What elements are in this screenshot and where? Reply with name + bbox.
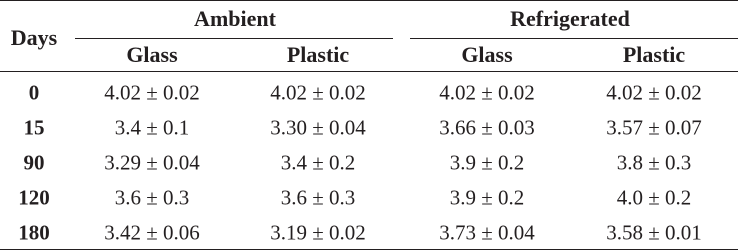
ambient-plastic-header: Plastic bbox=[286, 42, 350, 67]
table-cell: 3.30 ± 0.04 bbox=[270, 115, 366, 140]
table-cell: 3.73 ± 0.04 bbox=[439, 220, 535, 245]
table-cell: 3.29 ± 0.04 bbox=[104, 150, 200, 175]
refrigerated-plastic-header: Plastic bbox=[622, 42, 686, 67]
refrigerated-header: Refrigerated bbox=[510, 6, 630, 31]
table-cell: 3.6 ± 0.3 bbox=[280, 185, 356, 210]
ambient-header: Ambient bbox=[194, 6, 276, 31]
table-cell: 4.02 ± 0.02 bbox=[104, 80, 200, 105]
table-cell: 4.02 ± 0.02 bbox=[439, 80, 535, 105]
row-day: 0 bbox=[28, 80, 40, 105]
refrigerated-group-rule bbox=[410, 38, 738, 39]
table-cell: 3.66 ± 0.03 bbox=[439, 115, 535, 140]
table-cell: 3.4 ± 0.2 bbox=[280, 150, 356, 175]
table-cell: 3.58 ± 0.01 bbox=[606, 220, 702, 245]
table-cell: 3.6 ± 0.3 bbox=[114, 185, 190, 210]
refrigerated-glass-header: Glass bbox=[461, 42, 513, 67]
table-cell: 3.9 ± 0.2 bbox=[449, 150, 525, 175]
table-cell: 3.9 ± 0.2 bbox=[449, 185, 525, 210]
row-day: 120 bbox=[18, 185, 50, 210]
table-cell: 3.8 ± 0.3 bbox=[616, 150, 692, 175]
table-cell: 4.02 ± 0.02 bbox=[270, 80, 366, 105]
table-top-rule bbox=[0, 0, 738, 1]
header-bottom-rule bbox=[0, 71, 738, 72]
table-cell: 3.42 ± 0.06 bbox=[104, 220, 200, 245]
table-cell: 4.02 ± 0.02 bbox=[606, 80, 702, 105]
days-header: Days bbox=[10, 25, 58, 50]
ambient-glass-header: Glass bbox=[126, 42, 178, 67]
table-cell: 3.4 ± 0.1 bbox=[114, 115, 190, 140]
row-day: 180 bbox=[18, 220, 50, 245]
table-cell: 3.19 ± 0.02 bbox=[270, 220, 366, 245]
table-cell: 3.57 ± 0.07 bbox=[606, 115, 702, 140]
table-cell: 4.0 ± 0.2 bbox=[616, 185, 692, 210]
row-day: 15 bbox=[23, 115, 45, 140]
row-day: 90 bbox=[23, 150, 45, 175]
ambient-group-rule bbox=[75, 38, 393, 39]
